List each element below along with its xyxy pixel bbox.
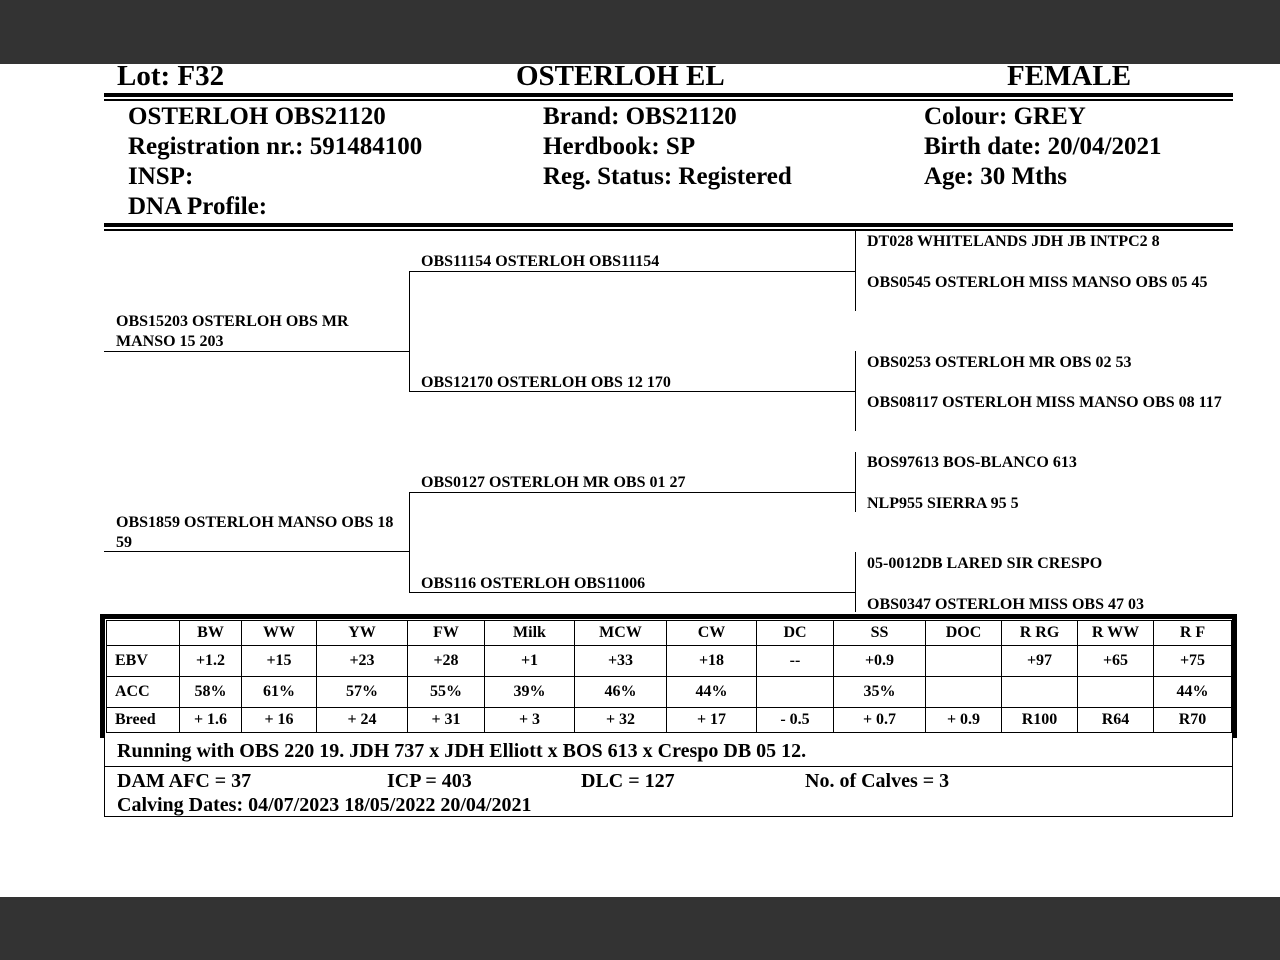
- icp: ICP = 403: [387, 770, 472, 792]
- pedigree-ggen-1: DT028 WHITELANDS JDH JB INTPC2 8: [867, 233, 1160, 250]
- animal-name: OSTERLOH EL: [516, 60, 725, 92]
- row-label: ACC: [107, 677, 180, 708]
- table-cell: +33: [575, 646, 667, 677]
- table-cell: 35%: [834, 677, 926, 708]
- table-cell: + 24: [317, 708, 408, 733]
- lot-number: Lot: F32: [117, 60, 225, 92]
- table-cell: [926, 646, 1002, 677]
- table-cell: + 0.7: [834, 708, 926, 733]
- pedigree-ggen-8: OBS0347 OSTERLOH MISS OBS 47 03: [867, 596, 1144, 613]
- table-frame-right: [1232, 614, 1237, 738]
- dna-profile-label: DNA Profile:: [128, 193, 268, 220]
- sire-sire-line: [409, 271, 856, 272]
- pedigree-ggen-3: OBS0253 OSTERLOH MR OBS 02 53: [867, 354, 1132, 371]
- dam-dam-line: [409, 592, 856, 593]
- gg-bracket-2: [855, 351, 856, 431]
- table-cell: + 0.9: [926, 708, 1002, 733]
- table-cell: + 1.6: [180, 708, 242, 733]
- pedigree-dam-dam: OBS116 OSTERLOH OBS11006: [421, 575, 646, 592]
- table-cell: +1: [485, 646, 575, 677]
- header-cell: R WW: [1078, 621, 1154, 646]
- info-rule-thick: [104, 223, 1233, 227]
- pedigree-sire-sire: OBS11154 OSTERLOH OBS11154: [421, 253, 660, 270]
- dam-bracket: [409, 492, 410, 593]
- table-frame-left: [100, 614, 105, 738]
- sire-line: [104, 351, 410, 352]
- header-cell: DC: [757, 621, 834, 646]
- brand: Brand: OBS21120: [543, 103, 737, 130]
- table-cell: R70: [1154, 708, 1232, 733]
- header-cell: MCW: [575, 621, 667, 646]
- header-rule-thin: [104, 99, 1233, 101]
- gg-bracket-4: [855, 552, 856, 612]
- animal-id: OSTERLOH OBS21120: [128, 103, 386, 130]
- table-cell: --: [757, 646, 834, 677]
- animal-sex: FEMALE: [1007, 60, 1132, 92]
- table-cell: +1.2: [180, 646, 242, 677]
- table-cell: + 17: [667, 708, 757, 733]
- table-cell: 44%: [667, 677, 757, 708]
- registration-number: Registration nr.: 591484100: [128, 133, 423, 160]
- dam-line: [104, 551, 410, 552]
- header-cell: WW: [242, 621, 317, 646]
- table-cell: + 16: [242, 708, 317, 733]
- pedigree-ggen-7: 05-0012DB LARED SIR CRESPO: [867, 555, 1103, 572]
- header-cell: Milk: [485, 621, 575, 646]
- ebv-row: [107, 646, 1232, 677]
- table-cell: - 0.5: [757, 708, 834, 733]
- pedigree-sire: OBS15203 OSTERLOH OBS MR MANSO 15 203: [116, 313, 349, 350]
- pedigree-ggen-2: OBS0545 OSTERLOH MISS MANSO OBS 05 45: [867, 274, 1208, 291]
- colour: Colour: GREY: [924, 103, 1086, 130]
- breed-row: [107, 708, 1232, 733]
- pedigree-ggen-4: OBS08117 OSTERLOH MISS MANSO OBS 08 117: [867, 394, 1222, 411]
- header-cell: BW: [180, 621, 242, 646]
- header-cell: SS: [834, 621, 926, 646]
- header-cell: R F: [1154, 621, 1232, 646]
- table-cell: [1002, 677, 1078, 708]
- herdbook: Herdbook: SP: [543, 133, 696, 160]
- table-cell: +23: [317, 646, 408, 677]
- notes-border-right: [1232, 737, 1233, 817]
- bottom-dark-bar: [0, 897, 1280, 960]
- number-of-calves: No. of Calves = 3: [805, 770, 950, 792]
- header-cell: YW: [317, 621, 408, 646]
- table-cell: 46%: [575, 677, 667, 708]
- table-cell: + 3: [485, 708, 575, 733]
- ebv-table: [106, 620, 1232, 733]
- header-cell: R RG: [1002, 621, 1078, 646]
- age: Age: 30 Mths: [924, 163, 1068, 190]
- pedigree-ggen-6: NLP955 SIERRA 95 5: [867, 495, 1019, 512]
- table-cell: 58%: [180, 677, 242, 708]
- table-frame-top: [100, 614, 1237, 619]
- table-cell: [757, 677, 834, 708]
- dam-afc: DAM AFC = 37: [117, 770, 252, 792]
- table-cell: R64: [1078, 708, 1154, 733]
- row-label: Breed: [107, 708, 180, 733]
- pedigree-ggen-5: BOS97613 BOS-BLANCO 613: [867, 454, 1077, 471]
- birth-date: Birth date: 20/04/2021: [924, 133, 1162, 160]
- dlc: DLC = 127: [581, 770, 675, 792]
- table-cell: 57%: [317, 677, 408, 708]
- header-rule-thick: [104, 93, 1233, 97]
- table-cell: [926, 677, 1002, 708]
- table-cell: +97: [1002, 646, 1078, 677]
- table-cell: + 31: [408, 708, 485, 733]
- table-cell: +0.9: [834, 646, 926, 677]
- table-cell: +15: [242, 646, 317, 677]
- pedigree-sire-dam: OBS12170 OSTERLOH OBS 12 170: [421, 374, 671, 391]
- insp-label: INSP:: [128, 163, 194, 190]
- ebv-header-row: [107, 621, 1232, 646]
- notes-divider: [104, 766, 1233, 767]
- table-cell: 44%: [1154, 677, 1232, 708]
- table-cell: +18: [667, 646, 757, 677]
- header-cell: CW: [667, 621, 757, 646]
- table-cell: +75: [1154, 646, 1232, 677]
- notes-border-left: [104, 737, 105, 817]
- table-cell: [1078, 677, 1154, 708]
- sire-dam-line: [409, 391, 856, 392]
- pedigree-dam-sire: OBS0127 OSTERLOH MR OBS 01 27: [421, 474, 686, 491]
- gg-bracket-1: [855, 231, 856, 311]
- header-cell: FW: [408, 621, 485, 646]
- table-cell: 55%: [408, 677, 485, 708]
- info-rule-thin: [104, 229, 1233, 231]
- calving-dates: Calving Dates: 04/07/2023 18/05/2022 20/04/2021: [117, 794, 532, 816]
- gg-bracket-3: [855, 452, 856, 512]
- table-cell: R100: [1002, 708, 1078, 733]
- dam-sire-line: [409, 492, 856, 493]
- top-dark-bar: [0, 0, 1280, 64]
- sire-bracket: [409, 271, 410, 392]
- table-cell: +65: [1078, 646, 1154, 677]
- table-cell: + 32: [575, 708, 667, 733]
- row-label: EBV: [107, 646, 180, 677]
- header-cell: DOC: [926, 621, 1002, 646]
- table-cell: 61%: [242, 677, 317, 708]
- header-cell: [107, 621, 180, 646]
- table-cell: +28: [408, 646, 485, 677]
- running-with-note: Running with OBS 220 19. JDH 737 x JDH Elliott x BOS 613 x Crespo DB 05 12.: [117, 740, 807, 762]
- pedigree-dam: OBS1859 OSTERLOH MANSO OBS 18 59: [116, 514, 394, 551]
- reg-status: Reg. Status: Registered: [543, 163, 792, 190]
- acc-row: [107, 677, 1232, 708]
- table-cell: 39%: [485, 677, 575, 708]
